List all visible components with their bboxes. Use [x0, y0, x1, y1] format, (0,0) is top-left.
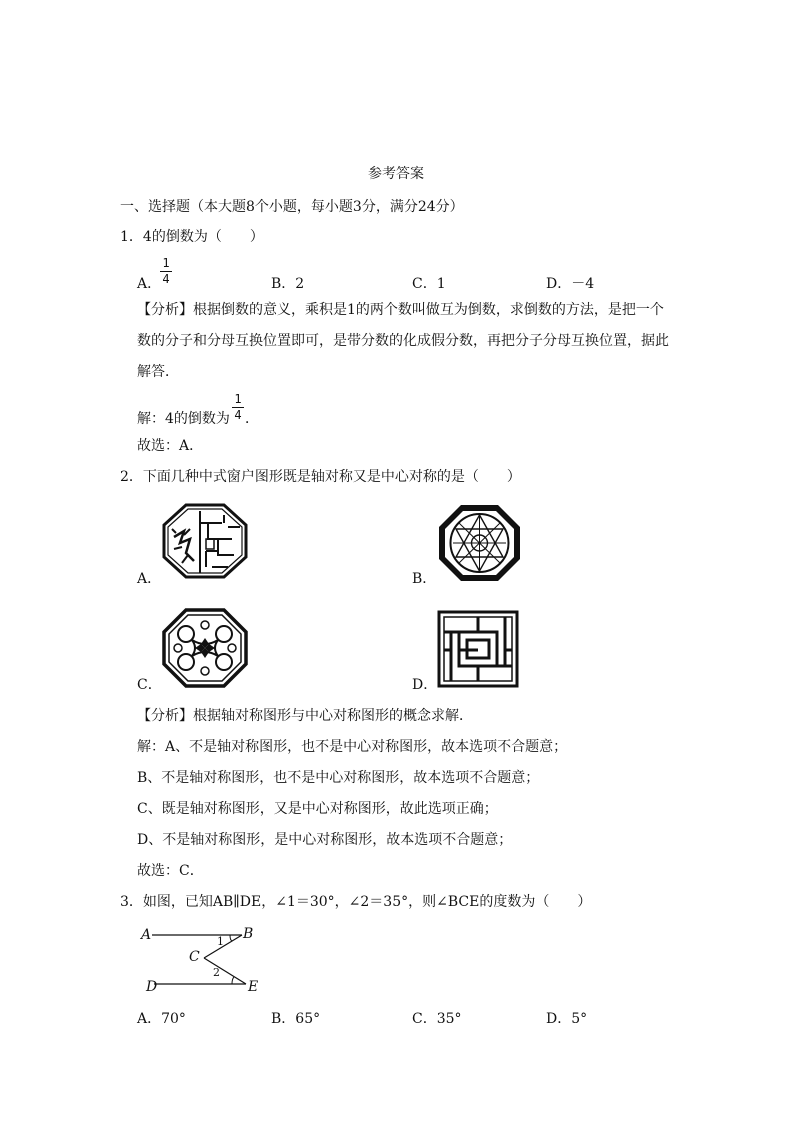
q1-answer: 故选：A． — [137, 438, 204, 454]
page-title: 参考答案 — [368, 166, 424, 182]
window-b-image — [437, 503, 522, 583]
label-angle-1: 1 — [217, 935, 224, 948]
q3-option-b: B．65° — [271, 1011, 321, 1027]
fraction-numerator: 1 — [162, 256, 170, 270]
label-point-b: B — [243, 926, 254, 942]
q1-stem: 1．4的倒数为（ ） — [120, 229, 264, 245]
label-angle-2: 2 — [213, 966, 220, 979]
label-point-d: D — [146, 979, 158, 995]
q2-option-d: D． — [412, 677, 438, 693]
label-point-c: C — [189, 949, 200, 965]
q1-solution: 解：4的倒数为 — [137, 411, 230, 427]
section-heading: 一、选择题（本大题8个小题，每小题3分，满分24分） — [120, 199, 464, 215]
q1-solution-fraction — [232, 393, 244, 422]
q1-option-a-fraction — [160, 257, 172, 286]
q2-answer: 故选：C． — [137, 863, 204, 879]
window-c-image — [162, 608, 248, 688]
q2-solution-b: B、不是轴对称图形，也不是中心对称图形，故本选项不合题意； — [137, 770, 540, 786]
fraction-numerator: 1 — [234, 392, 242, 406]
q1-option-d: D．－4 — [546, 276, 595, 292]
q1-solution-end: ． — [245, 411, 259, 427]
q2-solution-a: 解：A、不是轴对称图形，也不是中心对称图形，故本选项不合题意； — [137, 739, 568, 755]
q2-option-c: C． — [137, 677, 162, 693]
label-point-e: E — [248, 979, 259, 995]
q3-option-a: A．70° — [137, 1011, 186, 1027]
q1-option-c: C．1 — [412, 276, 446, 292]
q1-option-a: A． — [137, 276, 162, 292]
q3-stem: 3．如图，已知AB∥DE，∠1＝30°，∠2＝35°，则∠BCE的度数为（ ） — [120, 894, 592, 910]
angle-2-arc — [232, 977, 234, 984]
q1-analysis-line2: 数的分子和分母互换位置即可，是带分数的化成假分数，再把分子分母互换位置，据此 — [137, 333, 669, 349]
q2-solution-d: D、不是轴对称图形，是中心对称图形，故本选项不合题意； — [137, 832, 513, 848]
fraction-denominator: 4 — [234, 408, 242, 422]
fraction-denominator: 4 — [162, 272, 170, 286]
q2-analysis: 【分析】根据轴对称图形与中心对称图形的概念求解． — [137, 708, 473, 724]
label-point-a: A — [141, 927, 152, 943]
q1-option-b: B．2 — [271, 276, 305, 292]
q3-option-c: C．35° — [412, 1011, 462, 1027]
q2-stem: 2．下面几种中式窗户图形既是轴对称又是中心对称的是（ ） — [120, 469, 521, 485]
window-a-image — [162, 503, 248, 579]
q2-option-b: B． — [412, 571, 437, 587]
q2-option-a: A． — [137, 571, 162, 587]
window-d-image — [437, 610, 519, 688]
angle-1-arc — [230, 935, 232, 941]
q1-analysis-line3: 解答． — [137, 364, 179, 380]
q1-analysis-line1: 【分析】根据倒数的意义，乘积是1的两个数叫做互为倒数，求倒数的方法，是把一个 — [137, 302, 664, 318]
q3-option-d: D．5° — [546, 1011, 588, 1027]
q2-solution-c: C、既是轴对称图形，又是中心对称图形，故此选项正确； — [137, 801, 498, 817]
segment-ce — [204, 958, 246, 984]
